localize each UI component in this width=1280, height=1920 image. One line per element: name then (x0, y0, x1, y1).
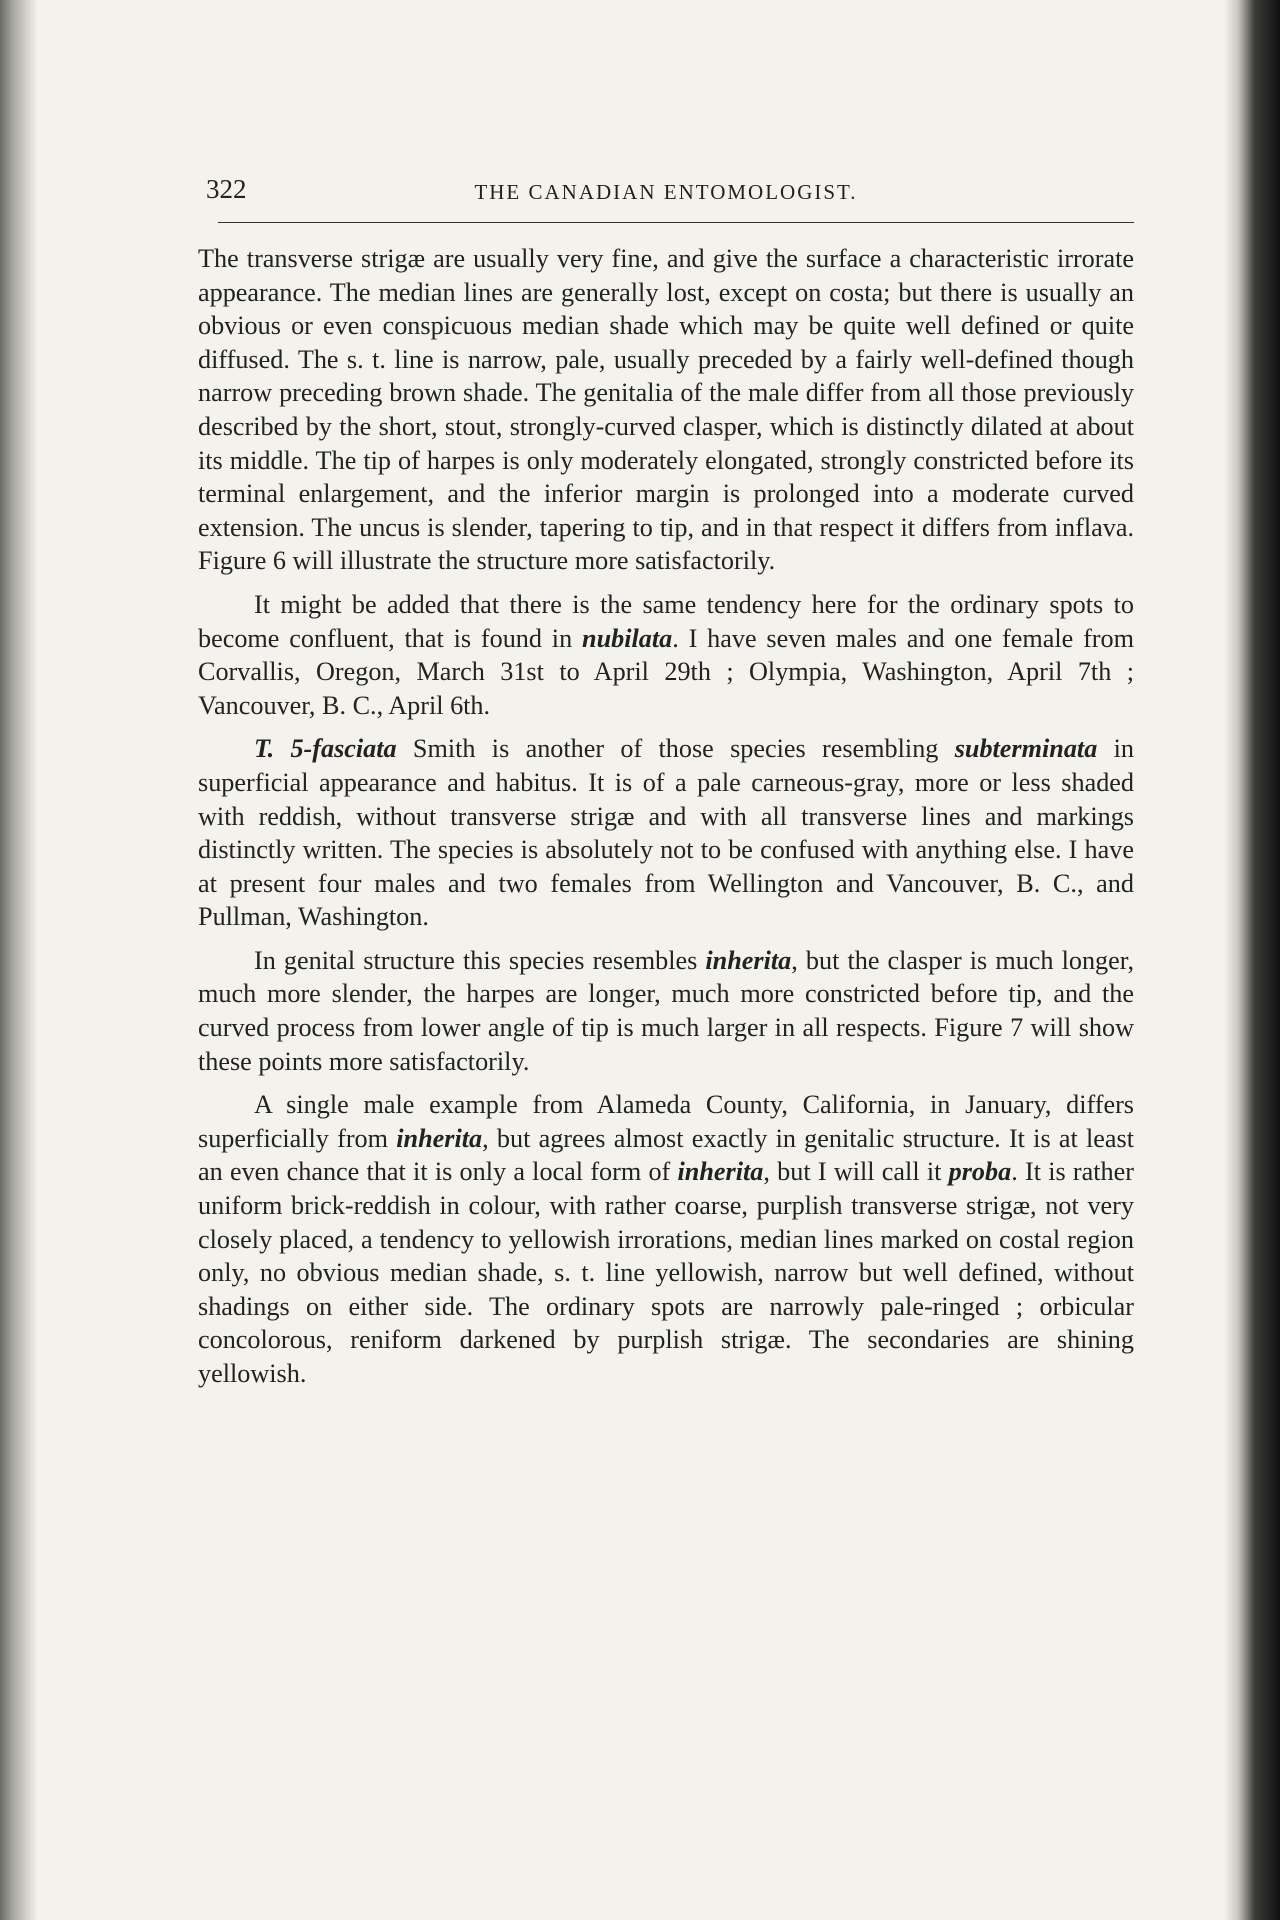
italic-term: inherita (705, 945, 792, 975)
paragraph (198, 732, 1134, 934)
text-run: It might be added that there is the same tendency here for the ordinary spots to become confluent, that is found in (198, 589, 1134, 653)
paragraph (198, 1088, 1134, 1390)
text-run: Smith is another of those species resembling (396, 734, 955, 764)
document-page (198, 160, 1134, 1760)
italic-term: subterminata (954, 734, 1098, 764)
italic-term: T. 5-fasciata (254, 734, 397, 764)
text-run: . I have seven males and one female from Corvallis, Oregon, March 31st to April 29th ; Olympia, Washington, April 7th ; Vancouver, B. C., April 6th. (198, 623, 1134, 720)
paragraph (198, 588, 1134, 722)
text-run: , but agrees almost exactly in genitalic structure. It is at least an even chance that it is only a local form of (198, 1123, 1134, 1187)
italic-term: inherita (396, 1123, 483, 1153)
header-rule (218, 222, 1134, 223)
book-binding-left (0, 0, 38, 1920)
italic-term: nubilata (582, 623, 673, 653)
book-binding-right (1224, 0, 1280, 1920)
text-run: in superficial appearance and habitus. It is of a pale carneous-gray, more or less shaded with reddish, without transverse strigæ and with all transverse lines and markings distinctly written. The species is absolutely not to be confused with anything else. I have at present four males and two females from Wellington and Vancouver, B. C., and Pullman, Washington. (198, 734, 1134, 932)
page-header (198, 160, 1134, 220)
body-text (198, 242, 1134, 1401)
text-run: , but I will call it (763, 1157, 949, 1187)
paragraph (198, 944, 1134, 1078)
text-run: , but the clasper is much longer, much more slender, the harpes are longer, much more constricted before tip, and the curved process from lower angle of tip is much larger in all respects. Figure 7 will show these points more satisfactorily. (198, 945, 1134, 1076)
page-number: 322 (206, 174, 247, 204)
italic-term: proba (948, 1157, 1012, 1187)
running-head: THE CANADIAN ENTOMOLOGIST. (474, 180, 858, 204)
text-run: . It is rather uniform brick-reddish in colour, with rather coarse, purplish transverse strigæ, not very closely placed, a tendency to yellowish irrorations, median lines marked on costal region only, no obvious median shade, s. t. line yellowish, narrow but well defined, without shadings on either side. The ordinary spots are narrowly pale-ringed ; orbicular concolorous, reniform darkened by purplish strigæ. The secondaries are shining yellowish. (198, 1157, 1134, 1388)
italic-term: inherita (677, 1157, 764, 1187)
text-run: In genital structure this species resembles (254, 945, 706, 975)
text-run: A single male example from Alameda County, California, in January, differs superficially from (198, 1090, 1134, 1153)
paragraph (198, 242, 1134, 578)
text-run: The transverse strigæ are usually very fine, and give the surface a characteristic irrorate appearance. The median lines are generally lost, except on costa; but there is usually an obvious or even conspicuous median shade which may be quite well defined or quite diffused. The s. t. line is narrow, pale, usually preceded by a fairly well-defined though narrow preceding brown shade. The genitalia of the male differ from all those previously described by the short, stout, strongly-curved clasper, which is distinctly dilated at about its middle. The tip of harpes is only moderately elongated, strongly constricted before its terminal enlargement, and the inferior margin is prolonged into a moderate curved extension. The uncus is slender, tapering to tip, and in that respect it differs from inflava. Figure 6 will illustrate the structure more satisfactorily. (198, 244, 1134, 576)
